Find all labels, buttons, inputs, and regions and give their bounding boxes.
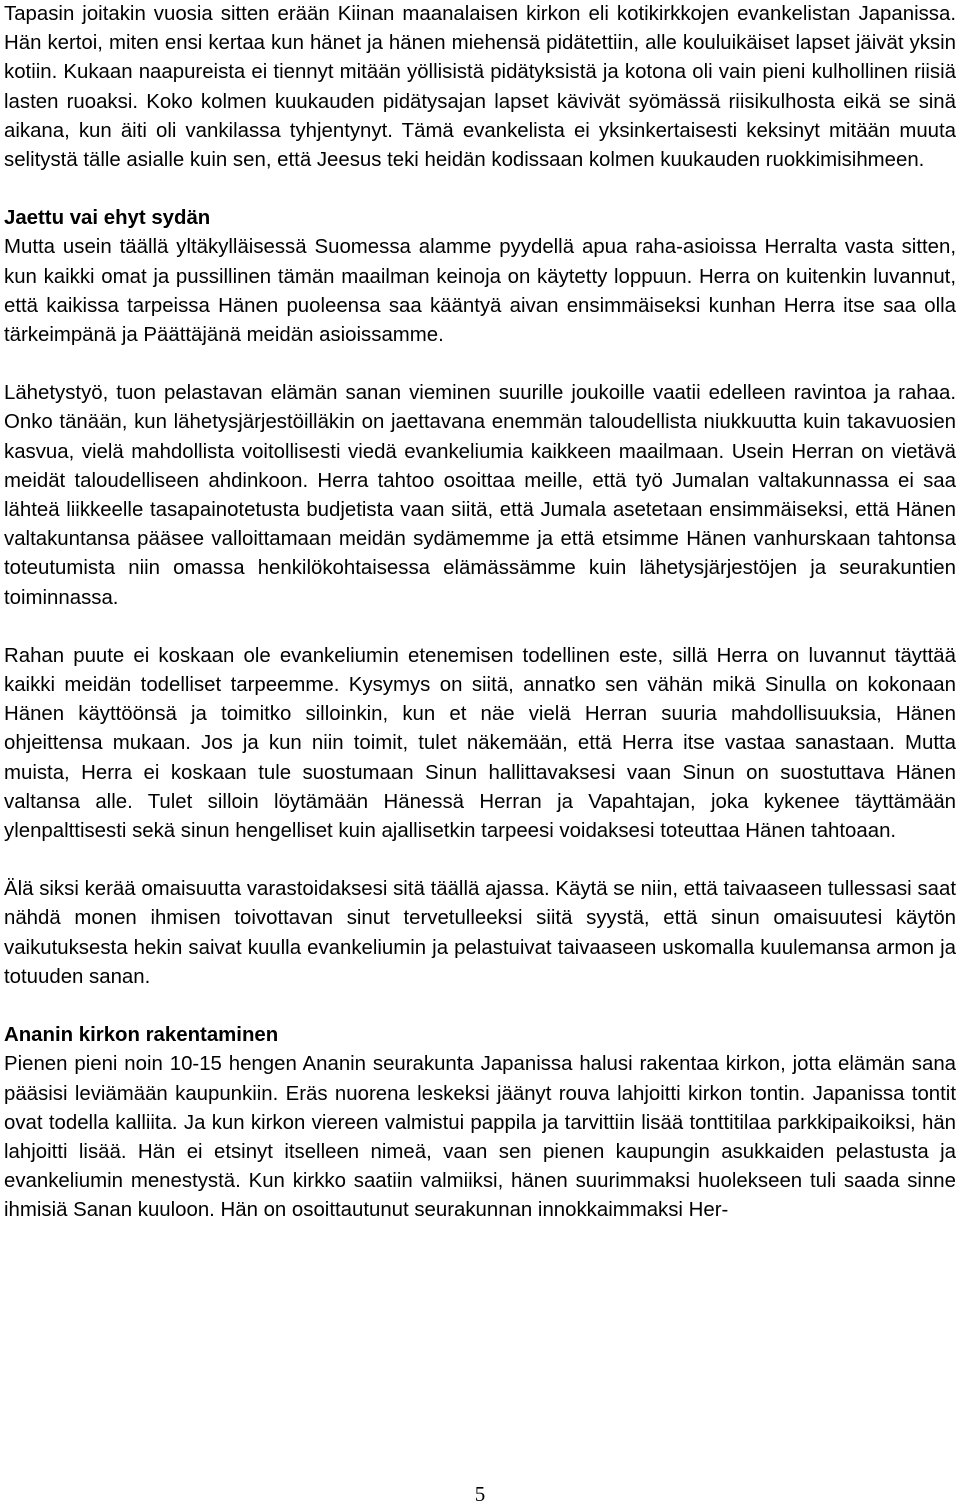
paragraph-anan-church: Pienen pieni noin 10-15 hengen Ananin seurakunta Japanissa halusi rakentaa kirkon, jotta elämän sana pääsisi leviämään kaupunkiin. Eräs nuorena leskeksi jäänyt rouva lahjoitti kirkon tontin. Japanissa tontit ovat todella kalliita. Ja kun kirkon viereen valmistui pappila ja tarvittiin lisää tonttitilaa parkkipaikoiksi, hän lahjoitti lisää. Hän ei etsinyt itselleen nimeä, vaan sen pienen kaupungin asukkaiden pelastusta ja evankeliumin menestystä. Kun kirkko saatiin valmiiksi, hänen suurimmaksi huolekseen tuli saada sinne ihmisiä Sanan kuuloon. Hän on osoittautunut seurakunnan innokkaimmaksi Her-	[4, 1053, 956, 1222]
paragraph-intro-story: Tapasin joitakin vuosia sitten erään Kiinan maanalaisen kirkon eli kotikirkkojen evankelistan Japanissa. Hän kertoi, miten ensi kertaa kun hänet ja hänen miehensä pidätettiin, alle kouluikäiset lapset jäivät yksin kotiin. Kukaan naapureista ei tiennyt mitään yöllisistä pidätyksistä ja kotona oli vain pieni kulhollinen riisiä lasten ruoaksi. Koko kolmen kuukauden pidätysajan lapset kävivät syömässä riisikulhosta eikä se sinä aikana, kun äiti oli vankilassa tyhjentynyt. Tämä evankelista ei yksinkertaisesti keksinyt mitään muuta selitystä tälle asialle kuin sen, että Jeesus teki heidän kodissaan kolmen kuukauden ruokkimisihmeen.	[4, 3, 956, 172]
paragraph-mission-work: Lähetystyö, tuon pelastavan elämän sanan vieminen suurille joukoille vaatii edelleen ravintoa ja rahaa. Onko tänään, kun lähetysjärjestöilläkin on jaettavana enemmän taloudellista niukkuutta kuin takavuosien kasvua, vielä mahdollista voitollisesti viedä evankeliumia kaikkeen maailmaan. Usein Herran on vietävä meidät taloudelliseen ahdinkoon. Herra tahtoo osoittaa meille, että työ Jumalan valtakunnassa ei saa lähteä liikkeelle tasapainotetusta budjetista vaan siitä, että Jumala asetetaan ensimmäiseksi, että Hänen valtakuntansa pääsee valloittamaan meidän sydämemme ja että etsimme Hänen vanhurskaan tahtonsa toteutumista niin omassa henkilökohtaisessa elämässämme kuin lähetysjärjestöjen ja seurakuntien toiminnassa.	[4, 382, 956, 609]
paragraph-spacer	[4, 613, 956, 642]
paragraph-lack-of-money: Rahan puute ei koskaan ole evankeliumin etenemisen todellinen este, sillä Herra on luvannut täyttää kaikki meidän todelliset tarpeemme. Kysymys on siitä, annatko sen vähän mikä Sinulla on kokonaan Hänen käyttöönsä ja toimitko silloinkin, kun et näe vielä Herran suuria mahdollisuuksia, Hänen ohjeittensa mukaan. Jos ja kun niin toimit, tulet näkemään, että Herra itse vastaa sanastaan. Mutta muista, Herra ei koskaan tule suostumaan Sinun hallittavaksesi vaan Sinun on suostuttava Hänen valtansa alle. Tulet silloin löytämään Hänessä Herran ja Vapahtajan, joka kykenee täyttämään ylenpalttisesti sekä sinun hengelliset kuin ajallisetkin tarpeesi voidaksesi toteuttaa Hänen tahtoaan.	[4, 644, 956, 843]
paragraph-spacer	[4, 175, 956, 204]
paragraph-do-not-store: Älä siksi kerää omaisuutta varastoidaksesi sitä täällä ajassa. Käytä se niin, että taivaaseen tullessasi saat nähdä monen ihmisen toivottavan sinut tervetulleeksi siitä syystä, että sinun omaisuutesi käytön vaikutuksesta hekin saivat kuulla evankeliumin ja pelastuivat taivaaseen uskomalla kuulemansa armon ja totuuden sanan.	[4, 878, 956, 988]
paragraph-finances: Mutta usein täällä yltäkylläisessä Suomessa alamme pyydellä apua raha-asioissa Herralta vasta sitten, kun kaikki omat ja pussillinen tämän maailman keinoja on käytetty loppuun. Herra on kuitenkin luvannut, että kaikissa tarpeissa Hänen puoleensa saa kääntyä aivan ensimmäiseksi kunhan Herra itse saa olla tärkeimpänä ja Päättäjänä meidän asioissamme.	[4, 236, 956, 347]
section-heading-jaettu-vai-ehyt-sydan: Jaettu vai ehyt sydän	[4, 207, 211, 230]
paragraph-spacer	[4, 992, 956, 1021]
paragraph-spacer	[4, 350, 956, 379]
paragraph-spacer	[4, 846, 956, 875]
document-page	[4, 0, 956, 1226]
section-heading-ananin-kirkon-rakentaminen: Ananin kirkon rakentaminen	[4, 1024, 279, 1047]
page-number: 5	[474, 1482, 486, 1506]
